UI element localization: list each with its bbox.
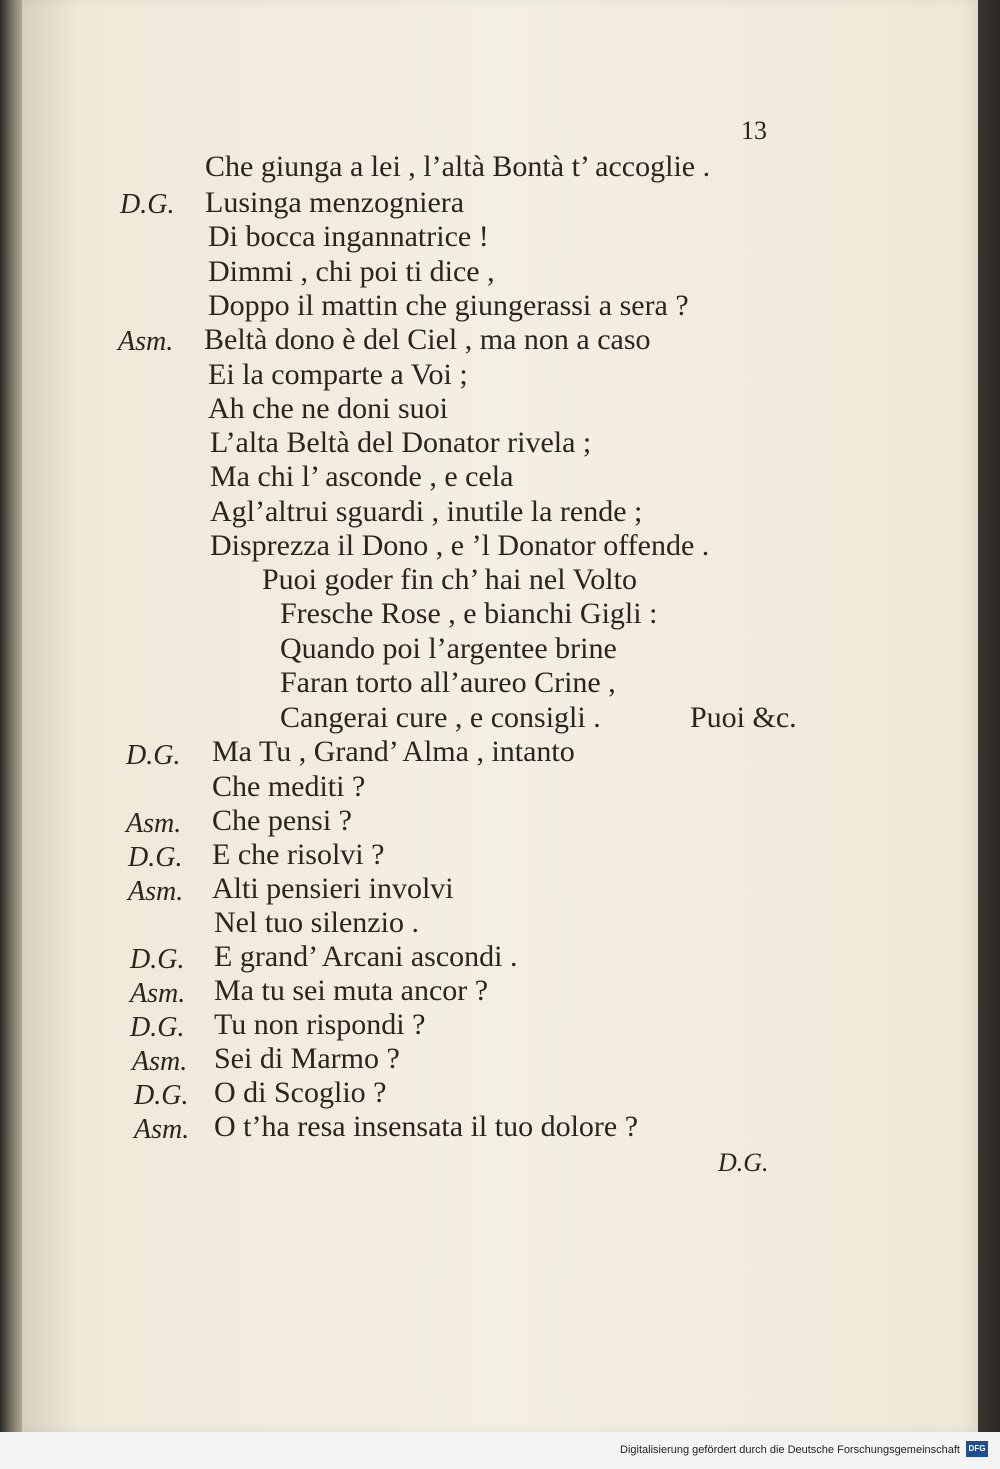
verse-line: Che mediti ? xyxy=(212,770,366,803)
verse-line: Doppo il mattin che giungerassi a sera ? xyxy=(208,289,689,322)
verse-line: Faran torto all’aureo Crine , xyxy=(280,666,616,699)
verse-line: Dimmi , chi poi ti dice , xyxy=(208,255,495,288)
speaker-label: Asm. xyxy=(130,978,186,1009)
verse-line: Alti pensieri involvi xyxy=(212,872,454,905)
verse-line: Ma tu sei muta ancor ? xyxy=(214,974,489,1007)
speaker-label: D.G. xyxy=(120,189,175,220)
verse-line: Disprezza il Dono , e ’l Donator offende . xyxy=(210,529,710,562)
verse-line: E grand’ Arcani ascondi . xyxy=(214,940,518,973)
verse-line: Nel tuo silenzio . xyxy=(214,906,419,939)
speaker-label: Asm. xyxy=(118,326,174,357)
dfg-logo-icon: DFG xyxy=(966,1441,988,1457)
book-binding-edge xyxy=(0,0,24,1469)
verse-line: Fresche Rose , e bianchi Gigli : xyxy=(280,597,658,630)
verse-line: O t’ha resa insensata il tuo dolore ? xyxy=(214,1110,639,1143)
verse-line: Tu non rispondi ? xyxy=(214,1008,426,1041)
verse-line: Puoi goder fin ch’ hai nel Volto xyxy=(262,563,637,596)
speaker-label: Asm. xyxy=(128,876,184,907)
verse-line: Ma Tu , Grand’ Alma , intanto xyxy=(212,735,575,768)
verse-line: Agl’altrui sguardi , inutile la rende ; xyxy=(210,495,643,528)
speaker-label: Asm. xyxy=(134,1114,190,1145)
verse-line: E che risolvi ? xyxy=(212,838,385,871)
verse-line: Ei la comparte a Voi ; xyxy=(208,358,468,391)
verse-line: Che giunga a lei , l’altà Bontà t’ accoglie . xyxy=(205,150,711,183)
page-shadow xyxy=(978,0,1000,1432)
verse-line: Cangerai cure , e consigli . xyxy=(280,701,601,734)
speaker-label: Asm. xyxy=(132,1046,188,1077)
speaker-label: D.G. xyxy=(134,1080,189,1111)
verse-line: Quando poi l’argentee brine xyxy=(280,632,617,665)
verse-line: L’alta Beltà del Donator rivela ; xyxy=(210,426,592,459)
speaker-label: D.G. xyxy=(130,1012,185,1043)
page-number: 13 xyxy=(741,116,767,145)
funding-credit: Digitalisierung gefördert durch die Deutsche Forschungsgemeinschaft xyxy=(620,1444,960,1456)
verse-line: O di Scoglio ? xyxy=(214,1076,387,1109)
speaker-label: D.G. xyxy=(130,944,185,975)
speaker-label: D.G. xyxy=(126,740,181,771)
verse-line: Lusinga menzogniera xyxy=(205,186,465,219)
verse-line: Ma chi l’ asconde , e cela xyxy=(210,460,514,493)
verse-line: Ah che ne doni suoi xyxy=(208,392,448,425)
verse-line: Che pensi ? xyxy=(212,804,352,837)
speaker-label: D.G. xyxy=(128,842,183,873)
verse-line: Beltà dono è del Ciel , ma non a caso xyxy=(204,323,651,356)
speaker-label: Asm. xyxy=(126,808,182,839)
catchword: D.G. xyxy=(718,1148,769,1177)
aria-da-capo-cue: Puoi &c. xyxy=(690,701,797,734)
verse-line: Sei di Marmo ? xyxy=(214,1042,400,1075)
verse-line: Di bocca ingannatrice ! xyxy=(208,220,489,253)
